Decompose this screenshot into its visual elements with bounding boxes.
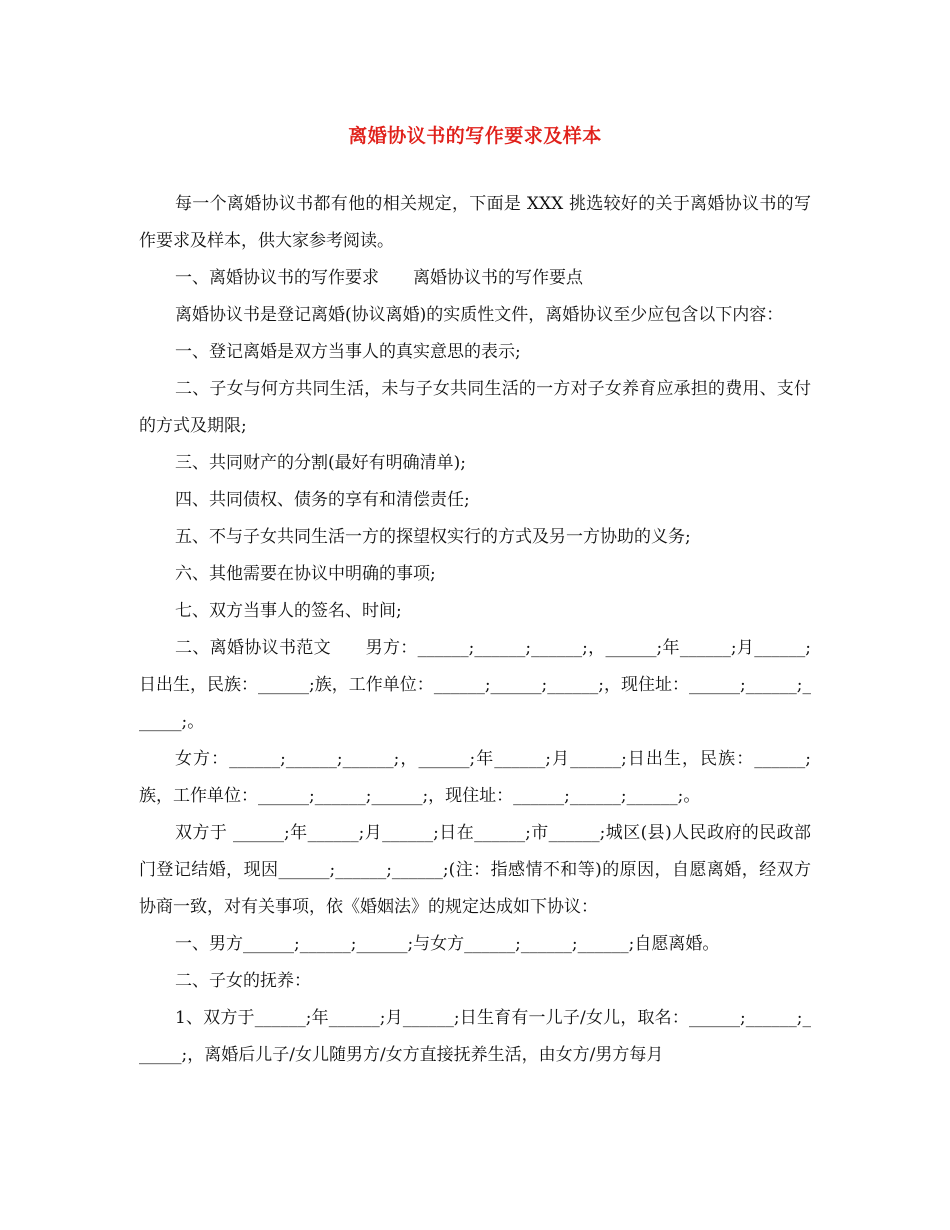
- sample-male-party: 二、离婚协议书范文 男方：______;______;______;，______;年______;月______;日出生，民族：______;族，工作单位：______;______;______;，现住址：______;______;______;。: [139, 638, 811, 732]
- list-item: 三、共同财产的分割(最好有明确清单);: [175, 453, 466, 473]
- list-item: 二、子女与何方共同生活，未与子女共同生活的一方对子女养育应承担的费用、支付的方式及期限;: [139, 379, 811, 436]
- list-item: 五、不与子女共同生活一方的探望权实行的方式及另一方协助的义务;: [175, 527, 691, 547]
- sample-marriage-statement: 双方于 ______;年______;月______;日在______;市______;城区(县)人民政府的民政部门登记结婚，现因______;______;______;(注：指感情不和等)的原因，自愿离婚，经双方协商一致，对有关事项，依《婚姻法》的规定达成如下协议：: [139, 823, 811, 917]
- list-item: 一、登记离婚是双方当事人的真实意思的表示;: [175, 342, 521, 362]
- document-body: [139, 186, 811, 1074]
- section-heading-requirements: 一、离婚协议书的写作要求 离婚协议书的写作要点: [175, 268, 583, 288]
- agreement-clause: 二、子女的抚养：: [175, 971, 311, 991]
- agreement-clause: 1、双方于______;年______;月______;日生育有一儿子/女儿，取名：______;______;______;，离婚后儿子/女儿随男方/女方直接抚养生活，由女方/男方每月: [139, 1008, 811, 1065]
- list-item: 七、双方当事人的签名、时间;: [175, 601, 402, 621]
- intro-paragraph: 每一个离婚协议书都有他的相关规定，下面是 XXX 挑选较好的关于离婚协议书的写作要求及样本，供大家参考阅读。: [139, 194, 811, 251]
- agreement-clause: 一、男方______;______;______;与女方______;______;______;自愿离婚。: [175, 934, 720, 954]
- list-item: 四、共同债权、债务的享有和清偿责任;: [175, 490, 470, 510]
- sample-female-party: 女方：______;______;______;，______;年______;月______;日出生，民族：______;族，工作单位：______;______;______;，现住址：______;______;______;。: [139, 749, 811, 806]
- document-title: 离婚协议书的写作要求及样本: [348, 125, 602, 147]
- list-item: 六、其他需要在协议中明确的事项;: [175, 564, 436, 584]
- requirements-paragraph: 离婚协议书是登记离婚(协议离婚)的实质性文件，离婚协议至少应包含以下内容：: [175, 305, 784, 325]
